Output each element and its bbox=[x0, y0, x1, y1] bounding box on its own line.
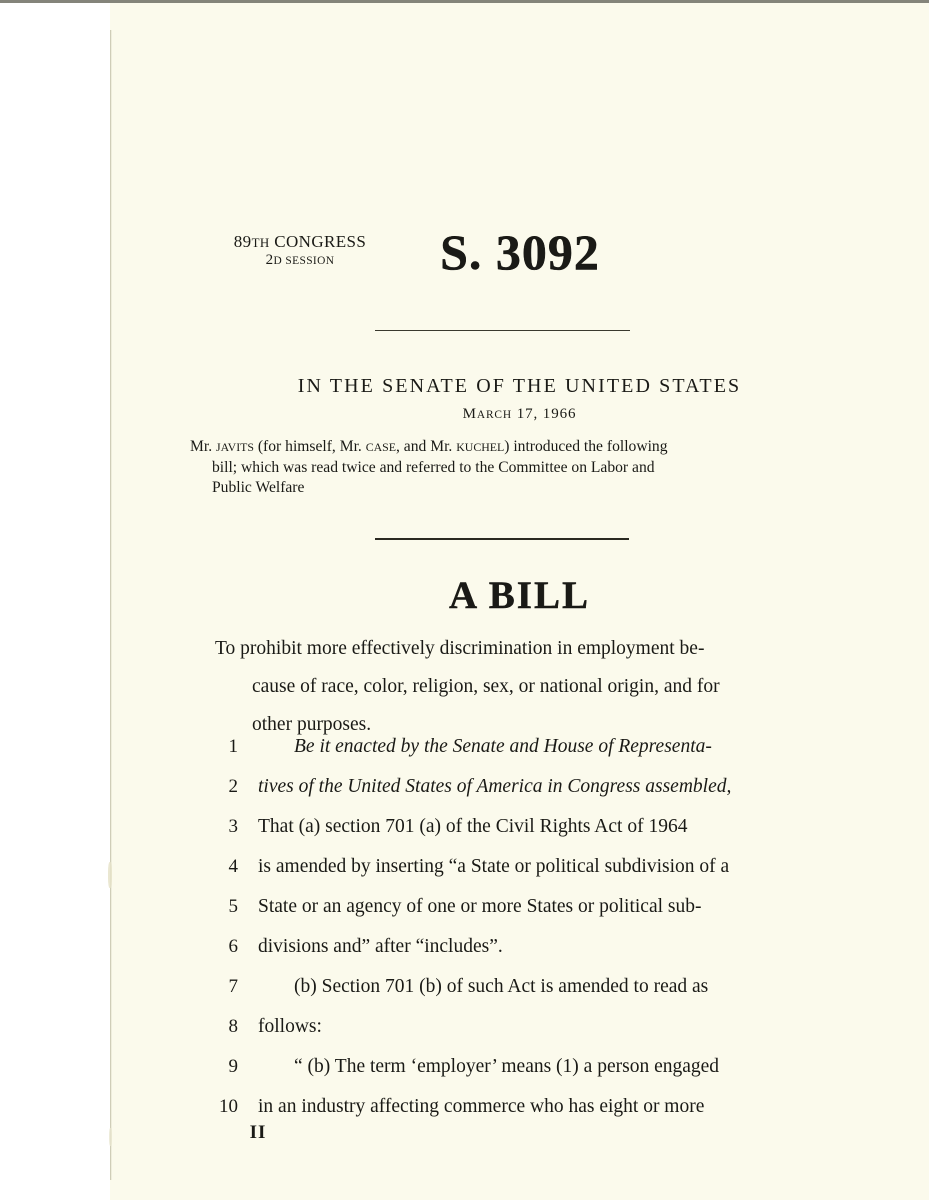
purpose-line-2: cause of race, color, religion, sex, or national origin, and for bbox=[252, 676, 720, 697]
bill-line-row bbox=[110, 807, 929, 847]
line-text: in an industry affecting commerce who has eight or more bbox=[258, 1096, 705, 1117]
line-text: That (a) section 701 (a) of the Civil Rights Act of 1964 bbox=[258, 816, 688, 837]
line-number: 1 bbox=[228, 736, 238, 757]
session-number: 2 bbox=[265, 252, 274, 269]
bill-line-row bbox=[110, 887, 929, 927]
bill-line-row bbox=[110, 1047, 929, 1087]
bill-line-row bbox=[110, 727, 929, 767]
purpose-line-1: To prohibit more effectively discrimination in employment be- bbox=[215, 638, 705, 659]
session-ordinal-suffix: D S bbox=[273, 255, 293, 268]
sponsor-name-kuchel: KUCHEL bbox=[456, 440, 505, 454]
line-number: 2 bbox=[228, 776, 238, 797]
bill-line-row bbox=[110, 967, 929, 1007]
line-number: 9 bbox=[228, 1056, 238, 1077]
sponsor-line-1 bbox=[190, 437, 775, 458]
purpose-line-3: other purposes. bbox=[252, 714, 372, 735]
bill-title: A BILL bbox=[449, 574, 590, 617]
chamber-heading: IN THE SENATE OF THE UNITED STATES bbox=[297, 375, 742, 397]
line-text: State or an agency of one or more States or political sub- bbox=[258, 896, 702, 917]
numbered-body-lines bbox=[110, 727, 929, 1127]
congress-number: 89 bbox=[233, 232, 252, 251]
bill-line-row bbox=[110, 1007, 929, 1047]
bill-number: S. 3092 bbox=[440, 224, 600, 280]
sponsor-line-3: Public Welfare bbox=[212, 479, 305, 496]
sponsor-suffix: ) introduced the following bbox=[504, 438, 668, 455]
sponsor-connector-1: (for himself, Mr. bbox=[253, 438, 366, 455]
sponsor-name-javits: JAVITS bbox=[216, 440, 254, 454]
line-text: is amended by inserting “a State or political subdivision of a bbox=[258, 856, 730, 877]
sponsor-line-2: bill; which was read twice and referred to the Committee on Labor and bbox=[212, 458, 655, 476]
date-lead-letter: M bbox=[462, 406, 477, 422]
introduction-date bbox=[110, 406, 929, 423]
line-number: 7 bbox=[228, 976, 238, 997]
line-text: (b) Section 701 (b) of such Act is amended to read as bbox=[294, 976, 709, 997]
sponsor-name-case: CASE bbox=[365, 440, 396, 454]
line-number: 3 bbox=[228, 816, 238, 837]
masthead bbox=[110, 224, 929, 292]
divider-rule-top bbox=[375, 330, 630, 331]
bill-line-row bbox=[110, 1087, 929, 1127]
sponsor-paragraph bbox=[190, 437, 775, 499]
line-number: 6 bbox=[228, 936, 238, 957]
page-content bbox=[110, 0, 929, 1200]
date-month-smallcaps: ARCH bbox=[476, 409, 513, 421]
bill-line-row bbox=[110, 927, 929, 967]
line-number: 5 bbox=[228, 896, 238, 917]
page-folio: II bbox=[249, 1122, 267, 1143]
line-number: 8 bbox=[228, 1016, 238, 1037]
sponsor-prefix: Mr. bbox=[190, 438, 216, 455]
line-number: 10 bbox=[219, 1096, 238, 1117]
line-text: “ (b) The term ‘employer’ means (1) a person engaged bbox=[294, 1056, 720, 1077]
line-text: tives of the United States of America in Congress assembled, bbox=[258, 776, 732, 797]
line-text: follows: bbox=[258, 1016, 322, 1037]
line-text: Be it enacted by the Senate and House of Representa- bbox=[294, 736, 712, 757]
session-word: ESSION bbox=[292, 255, 335, 268]
sponsor-connector-2: , and Mr. bbox=[396, 438, 457, 455]
line-number: 4 bbox=[228, 856, 238, 877]
divider-rule-bottom bbox=[375, 538, 629, 540]
congress-ordinal-suffix: TH bbox=[251, 235, 270, 250]
bill-line-row bbox=[110, 767, 929, 807]
date-remainder: 17, 1966 bbox=[512, 406, 577, 422]
bill-line-row bbox=[110, 847, 929, 887]
congress-word: CONGRESS bbox=[269, 232, 367, 251]
line-text: divisions and” after “includes”. bbox=[258, 936, 503, 957]
